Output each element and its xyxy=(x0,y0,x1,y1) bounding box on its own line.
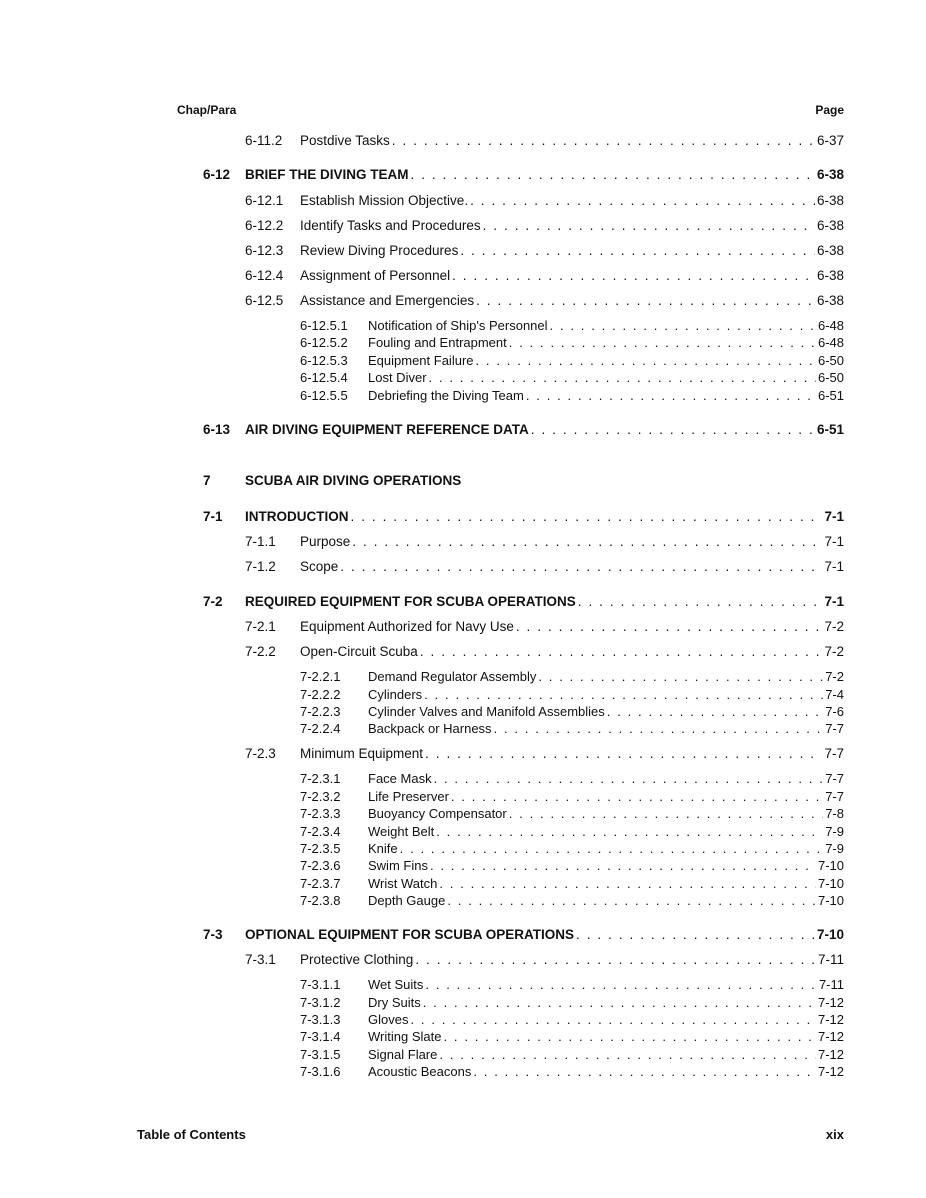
toc-entry-page: 7-7 xyxy=(825,721,844,736)
toc-entry-page: 7-4 xyxy=(825,687,844,702)
toc-entry-number: 7-1 xyxy=(203,509,223,524)
toc-entry-title: Weight Belt xyxy=(368,824,435,839)
toc-entry xyxy=(0,132,926,150)
toc-entry-number: 7-3.1.3 xyxy=(300,1012,341,1027)
toc-entry-page: 6-38 xyxy=(816,243,844,258)
toc-entry-number: 7-2.3.2 xyxy=(300,789,341,804)
toc-entry xyxy=(0,1046,926,1064)
toc-entry xyxy=(0,267,926,285)
toc-entry-title: SCUBA AIR DIVING OPERATIONS xyxy=(245,473,462,488)
toc-entry xyxy=(0,892,926,910)
toc-entry-title: Writing Slate xyxy=(368,1029,442,1044)
toc-entry-page: 7-10 xyxy=(817,876,844,891)
column-header-page: Page xyxy=(815,103,844,117)
toc-entry-title: Identify Tasks and Procedures xyxy=(300,218,481,233)
toc-entry-number: 7 xyxy=(203,473,211,488)
toc-entry-page: 7-1 xyxy=(824,534,844,549)
toc-entry-page: 7-7 xyxy=(825,771,844,786)
toc-entry-number: 7-1.2 xyxy=(245,559,276,574)
dot-leader xyxy=(516,618,823,636)
toc-entry xyxy=(0,951,926,969)
toc-entry-title: Cylinder Valves and Manifold Assemblies xyxy=(368,704,605,719)
toc-entry-number: 6-12.5.1 xyxy=(300,318,348,333)
toc-entry-title: Backpack or Harness xyxy=(368,721,492,736)
toc-entry-page: 7-12 xyxy=(817,1047,844,1062)
dot-leader xyxy=(420,643,823,661)
toc-entry xyxy=(0,840,926,858)
toc-entry-title: BRIEF THE DIVING TEAM xyxy=(245,167,409,182)
toc-entry-number: 7-2 xyxy=(203,594,223,609)
toc-entry xyxy=(0,292,926,310)
toc-entry-page: 7-2 xyxy=(824,644,844,659)
toc-entry-number: 7-2.2.1 xyxy=(300,669,341,684)
toc-entry-title: REQUIRED EQUIPMENT FOR SCUBA OPERATIONS xyxy=(245,594,576,609)
dot-leader xyxy=(425,976,817,994)
toc-entry-number: 7-1.1 xyxy=(245,534,276,549)
toc-entry-page: 6-38 xyxy=(816,193,844,208)
dot-leader xyxy=(452,267,815,285)
toc-entry-page: 7-2 xyxy=(824,619,844,634)
toc-entry-number: 7-3.1.4 xyxy=(300,1029,341,1044)
toc-entry-page: 7-11 xyxy=(818,977,844,992)
toc-entry-number: 7-2.3.7 xyxy=(300,876,341,891)
dot-leader xyxy=(443,1028,816,1046)
toc-entry-title: OPTIONAL EQUIPMENT FOR SCUBA OPERATIONS xyxy=(245,927,575,942)
toc-entry xyxy=(0,875,926,893)
toc-entry-title: Dry Suits xyxy=(368,995,421,1010)
toc-entry-title: Wrist Watch xyxy=(368,876,438,891)
toc-entry xyxy=(0,788,926,806)
toc-entry-number: 7-2.2.2 xyxy=(300,687,341,702)
toc-entry-title: Gloves xyxy=(368,1012,409,1027)
toc-entry-page: 6-38 xyxy=(816,218,844,233)
toc-entry-number: 7-2.2 xyxy=(245,644,276,659)
toc-entry-title: Open-Circuit Scuba xyxy=(300,644,418,659)
dot-leader xyxy=(429,369,816,387)
toc-entry-number: 7-2.3.6 xyxy=(300,858,341,873)
dot-leader xyxy=(400,840,824,858)
toc-entry-page: 6-51 xyxy=(816,422,844,437)
dot-leader xyxy=(550,317,816,335)
dot-leader xyxy=(352,533,822,551)
dot-leader xyxy=(509,334,816,352)
toc-entry-page: 7-6 xyxy=(825,704,844,719)
toc-entry-title: Acoustic Beacons xyxy=(368,1064,472,1079)
toc-entry xyxy=(0,593,926,611)
toc-entry-number: 6-12.5.5 xyxy=(300,388,348,403)
toc-entry xyxy=(0,745,926,763)
dot-leader xyxy=(410,1011,816,1029)
toc-entry-page: 6-37 xyxy=(816,133,844,148)
toc-entry-page: 7-12 xyxy=(817,995,844,1010)
toc-entry xyxy=(0,643,926,661)
toc-entry-page: 7-10 xyxy=(817,858,844,873)
toc-entry-page: 7-8 xyxy=(825,806,844,821)
toc-entry-title: Lost Diver xyxy=(368,370,427,385)
toc-entry-page: 7-12 xyxy=(817,1012,844,1027)
toc-entry-title: Life Preserver xyxy=(368,789,449,804)
toc-entry-page: 6-50 xyxy=(817,370,844,385)
toc-entry-number: 6-13 xyxy=(203,422,231,437)
toc-entry-page: 7-12 xyxy=(817,1064,844,1079)
toc-entry-title: Fouling and Entrapment xyxy=(368,335,507,350)
toc-entry xyxy=(0,558,926,576)
toc-entry-page: 7-10 xyxy=(817,893,844,908)
toc-entry-number: 6-12.5.2 xyxy=(300,335,348,350)
toc-entry xyxy=(0,823,926,841)
toc-entry xyxy=(0,976,926,994)
toc-entry xyxy=(0,508,926,526)
toc-entry xyxy=(0,472,926,490)
dot-leader xyxy=(436,823,823,841)
toc-entry-page: 7-1 xyxy=(824,594,844,609)
toc-entry-page: 6-50 xyxy=(817,353,844,368)
toc-entry xyxy=(0,192,926,210)
toc-entry xyxy=(0,533,926,551)
toc-entry xyxy=(0,1011,926,1029)
toc-entry-page: 7-1 xyxy=(824,509,844,524)
toc-entry-number: 6-12.5.4 xyxy=(300,370,348,385)
toc-entry-number: 6-11.2 xyxy=(245,133,283,148)
dot-leader xyxy=(439,1046,816,1064)
toc-entry-page: 7-2 xyxy=(825,669,844,684)
toc-entry-number: 7-3.1.6 xyxy=(300,1064,341,1079)
toc-entry-page: 6-38 xyxy=(816,268,844,283)
dot-leader xyxy=(460,242,815,260)
toc-entry-title: Cylinders xyxy=(368,687,423,702)
toc-entry xyxy=(0,686,926,704)
toc-entry-number: 6-12.1 xyxy=(245,193,284,208)
toc-entry-page: 7-10 xyxy=(816,927,844,942)
toc-entry-title: Assistance and Emergencies xyxy=(300,293,475,308)
toc-entry xyxy=(0,926,926,944)
toc-entry-title: Swim Fins xyxy=(368,858,428,873)
toc-entry-title: Knife xyxy=(368,841,398,856)
dot-leader xyxy=(392,132,815,150)
toc-entry xyxy=(0,1028,926,1046)
toc-entry xyxy=(0,217,926,235)
dot-leader xyxy=(430,857,816,875)
dot-leader xyxy=(526,387,816,405)
toc-entry-number: 7-3.1.1 xyxy=(300,977,341,992)
toc-entry xyxy=(0,421,926,439)
toc-entry-number: 7-2.1 xyxy=(245,619,276,634)
dot-leader xyxy=(415,951,816,969)
toc-entry-number: 6-12 xyxy=(203,167,231,182)
toc-entry-page: 7-1 xyxy=(824,559,844,574)
footer-title: Table of Contents xyxy=(137,1127,246,1142)
toc-entry-title: Depth Gauge xyxy=(368,893,446,908)
toc-entry-title: Demand Regulator Assembly xyxy=(368,669,537,684)
toc-entry-number: 7-3 xyxy=(203,927,223,942)
toc-entry-title: Equipment Failure xyxy=(368,353,474,368)
toc-entry-title: Face Mask xyxy=(368,771,432,786)
dot-leader xyxy=(494,720,824,738)
toc-entry-number: 7-2.3.8 xyxy=(300,893,341,908)
toc-entry-title: Signal Flare xyxy=(368,1047,438,1062)
toc-entry xyxy=(0,668,926,686)
dot-leader xyxy=(411,166,815,184)
column-header-chap-para: Chap/Para xyxy=(177,103,237,117)
toc-entry-number: 7-2.3 xyxy=(245,746,276,761)
dot-leader xyxy=(607,703,823,721)
toc-entry-title: Notification of Ship's Personnel xyxy=(368,318,548,333)
toc-entry xyxy=(0,805,926,823)
dot-leader xyxy=(424,686,823,704)
dot-leader xyxy=(576,926,815,944)
toc-entry-title: Assignment of Personnel xyxy=(300,268,451,283)
toc-entry xyxy=(0,166,926,184)
toc-entry-page: 7-9 xyxy=(825,841,844,856)
toc-entry-page: 7-12 xyxy=(817,1029,844,1044)
dot-leader xyxy=(476,352,816,370)
dot-leader xyxy=(509,805,823,823)
dot-leader xyxy=(447,892,816,910)
dot-leader xyxy=(340,558,822,576)
toc-entry-title: Protective Clothing xyxy=(300,952,414,967)
toc-entry-number: 7-2.3.5 xyxy=(300,841,341,856)
toc-entry-number: 7-3.1 xyxy=(245,952,276,967)
toc-entry xyxy=(0,352,926,370)
toc-entry-number: 6-12.5 xyxy=(245,293,284,308)
page-number: xix xyxy=(825,1127,844,1142)
toc-entry xyxy=(0,618,926,636)
toc-entry-title: Debriefing the Diving Team xyxy=(368,388,524,403)
toc-entry-title: Purpose xyxy=(300,534,351,549)
toc-entry-page: 7-7 xyxy=(824,746,844,761)
toc-entry-number: 7-2.2.4 xyxy=(300,721,341,736)
toc-entry-number: 6-12.5.3 xyxy=(300,353,348,368)
toc-entry-title: Review Diving Procedures xyxy=(300,243,459,258)
toc-entry xyxy=(0,720,926,738)
toc-entry-title: Minimum Equipment xyxy=(300,746,424,761)
dot-leader xyxy=(538,668,823,686)
toc-entry-number: 7-3.1.5 xyxy=(300,1047,341,1062)
toc-entry-title: Postdive Tasks xyxy=(300,133,390,148)
dot-leader xyxy=(439,875,816,893)
toc-entry xyxy=(0,317,926,335)
toc-entry xyxy=(0,387,926,405)
toc-entry-page: 6-51 xyxy=(817,388,844,403)
toc-entry xyxy=(0,369,926,387)
toc-entry-page: 7-7 xyxy=(825,789,844,804)
toc-entry-number: 7-2.2.3 xyxy=(300,704,341,719)
toc-entry xyxy=(0,1063,926,1081)
toc-entry-page: 6-48 xyxy=(817,318,844,333)
toc-entry-title: Buoyancy Compensator xyxy=(368,806,507,821)
toc-entry xyxy=(0,770,926,788)
toc-entry-title: AIR DIVING EQUIPMENT REFERENCE DATA xyxy=(245,422,529,437)
dot-leader xyxy=(351,508,823,526)
dot-leader xyxy=(476,292,815,310)
dot-leader xyxy=(425,745,822,763)
toc-entry-page: 7-11 xyxy=(817,952,844,967)
toc-entry-title: Wet Suits xyxy=(368,977,424,992)
dot-leader xyxy=(483,217,815,235)
toc-entry xyxy=(0,242,926,260)
toc-entry-number: 7-2.3.4 xyxy=(300,824,341,839)
toc-entry-number: 7-3.1.2 xyxy=(300,995,341,1010)
toc-entry xyxy=(0,857,926,875)
dot-leader xyxy=(578,593,823,611)
toc-entry-title: Scope xyxy=(300,559,339,574)
toc-entry xyxy=(0,703,926,721)
toc-entry-number: 7-2.3.3 xyxy=(300,806,341,821)
toc-entry-title: Establish Mission Objective. xyxy=(300,193,469,208)
dot-leader xyxy=(423,994,816,1012)
toc-entry-number: 7-2.3.1 xyxy=(300,771,341,786)
toc-entry-page: 7-9 xyxy=(825,824,844,839)
toc-entry-title: Equipment Authorized for Navy Use xyxy=(300,619,514,634)
toc-entry xyxy=(0,334,926,352)
toc-entry-title: INTRODUCTION xyxy=(245,509,349,524)
toc-entry-number: 6-12.4 xyxy=(245,268,284,283)
dot-leader xyxy=(451,788,823,806)
dot-leader xyxy=(470,192,815,210)
dot-leader xyxy=(473,1063,816,1081)
dot-leader xyxy=(434,770,824,788)
toc-entry-page: 6-48 xyxy=(817,335,844,350)
toc-entry-number: 6-12.3 xyxy=(245,243,284,258)
dot-leader xyxy=(531,421,815,439)
toc-entry-page: 6-38 xyxy=(816,167,844,182)
toc-entry-page: 6-38 xyxy=(816,293,844,308)
toc-entry xyxy=(0,994,926,1012)
toc-entry-number: 6-12.2 xyxy=(245,218,284,233)
